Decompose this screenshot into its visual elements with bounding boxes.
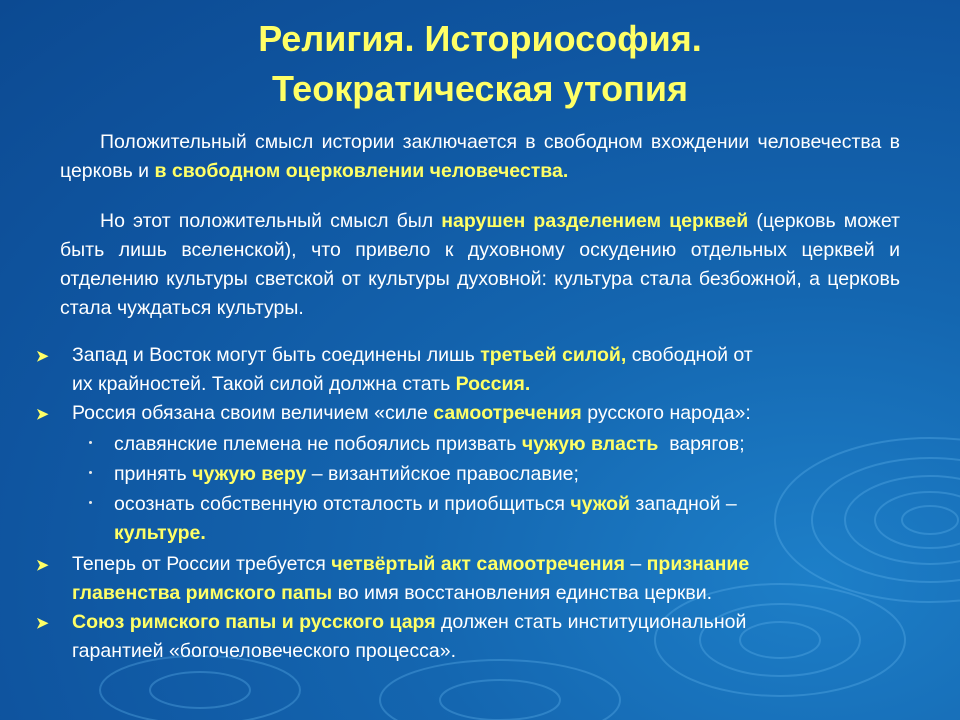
sub-item-3 [114,490,914,548]
arrow-bullet-icon: ➤ [36,406,49,423]
bullet-3-line-2 [72,579,912,608]
bullet-2-highlight: самоотречения [433,402,582,424]
sub-item-3-text-b: западной – [630,493,737,515]
paragraph-2 [60,207,900,323]
sub-item-3-highlight-b: культуре. [114,522,206,544]
paragraph-2-text-a: Но этот положительный смысл был [100,210,442,232]
bullet-1-line-1 [72,341,912,370]
bullet-4-line-1 [72,608,912,637]
sub-item-2-highlight: чужую веру [192,463,307,485]
sub-item-1-text-b: варягов; [658,433,745,455]
bullet-1-text-a: Запад и Восток могут быть соединены лишь [72,344,481,366]
bullet-3-text-c: во имя восстановления единства церкви. [332,582,713,604]
bullet-1-highlight-b: Россия. [455,373,531,395]
sub-item-2-text-a: принять [114,463,193,485]
sub-item-3-highlight-a: чужой [570,493,631,515]
bullet-3-line-1 [72,550,912,579]
arrow-bullet-icon: ➤ [36,348,49,365]
bullet-3-highlight-c: главенства римского папы [72,582,333,604]
bullet-1-text-c: их крайностей. Такой силой должна стать [72,373,456,395]
sub-item-1-text-a: славянские племена не побоялись призвать [114,433,522,455]
bullet-4-line-2 [72,637,912,666]
bullet-3-text-a: Теперь от России требуется [72,553,332,575]
bullet-3-highlight-b: признание [646,553,750,575]
bullet-1-text-b: свободной от [626,344,753,366]
bullet-item-2 [72,399,912,428]
sub-item-2-text-b: – византийское православие; [306,463,579,485]
bullet-item-1 [72,341,912,399]
bullet-1-line-2 [72,370,912,399]
bullet-2-line-1 [72,399,912,428]
bullet-4-text-a: должен стать институциональной [435,611,747,633]
bullet-4-text-b: гарантией «богочеловеческого процесса». [72,640,457,662]
arrow-bullet-icon: ➤ [36,615,49,632]
sub-item-3-text-a: осознать собственную отсталость и приобщиться [114,493,571,515]
sub-item-2 [114,460,914,489]
bullet-item-4 [72,608,912,666]
dot-bullet-icon [89,501,92,504]
paragraph-1 [60,128,900,186]
dot-bullet-icon [89,471,92,474]
dot-bullet-icon [89,441,92,444]
sub-item-1-highlight: чужую власть [521,433,659,455]
bullet-2-text-b: русского народа»: [581,402,751,424]
bullet-4-highlight: Союз римского папы и русского царя [72,611,436,633]
bullet-3-text-b: – [624,553,647,575]
paragraph-1-text: Положительный смысл истории заключается в свободном вхождении человечества в церковь и [60,131,900,182]
slide-title [0,14,960,114]
title-line-1: Религия. Историософия. [258,18,702,59]
bullet-1-highlight-a: третьей силой, [480,344,627,366]
paragraph-2-highlight: нарушен разделением церквей [441,210,749,232]
paragraph-1-highlight: в свободном оцерковлении человечества. [154,160,569,182]
title-line-2: Теократическая утопия [271,68,688,109]
bullet-item-3 [72,550,912,608]
paragraph-2-text-b: (церковь может быть лишь вселенской), что привело к духовному оскудению отдельных церквей и отделению культуры светской от культуры духовной: культура стала безбожной, а церковь стала чуждаться культуры. [60,210,900,319]
sub-item-3-line-2 [114,519,914,548]
bullet-3-highlight-a: четвёртый акт самоотречения [331,553,625,575]
sub-item-1 [114,430,914,459]
bullet-2-text-a: Россия обязана своим величием «силе [72,402,434,424]
arrow-bullet-icon: ➤ [36,557,49,574]
sub-item-3-line-1 [114,490,914,519]
